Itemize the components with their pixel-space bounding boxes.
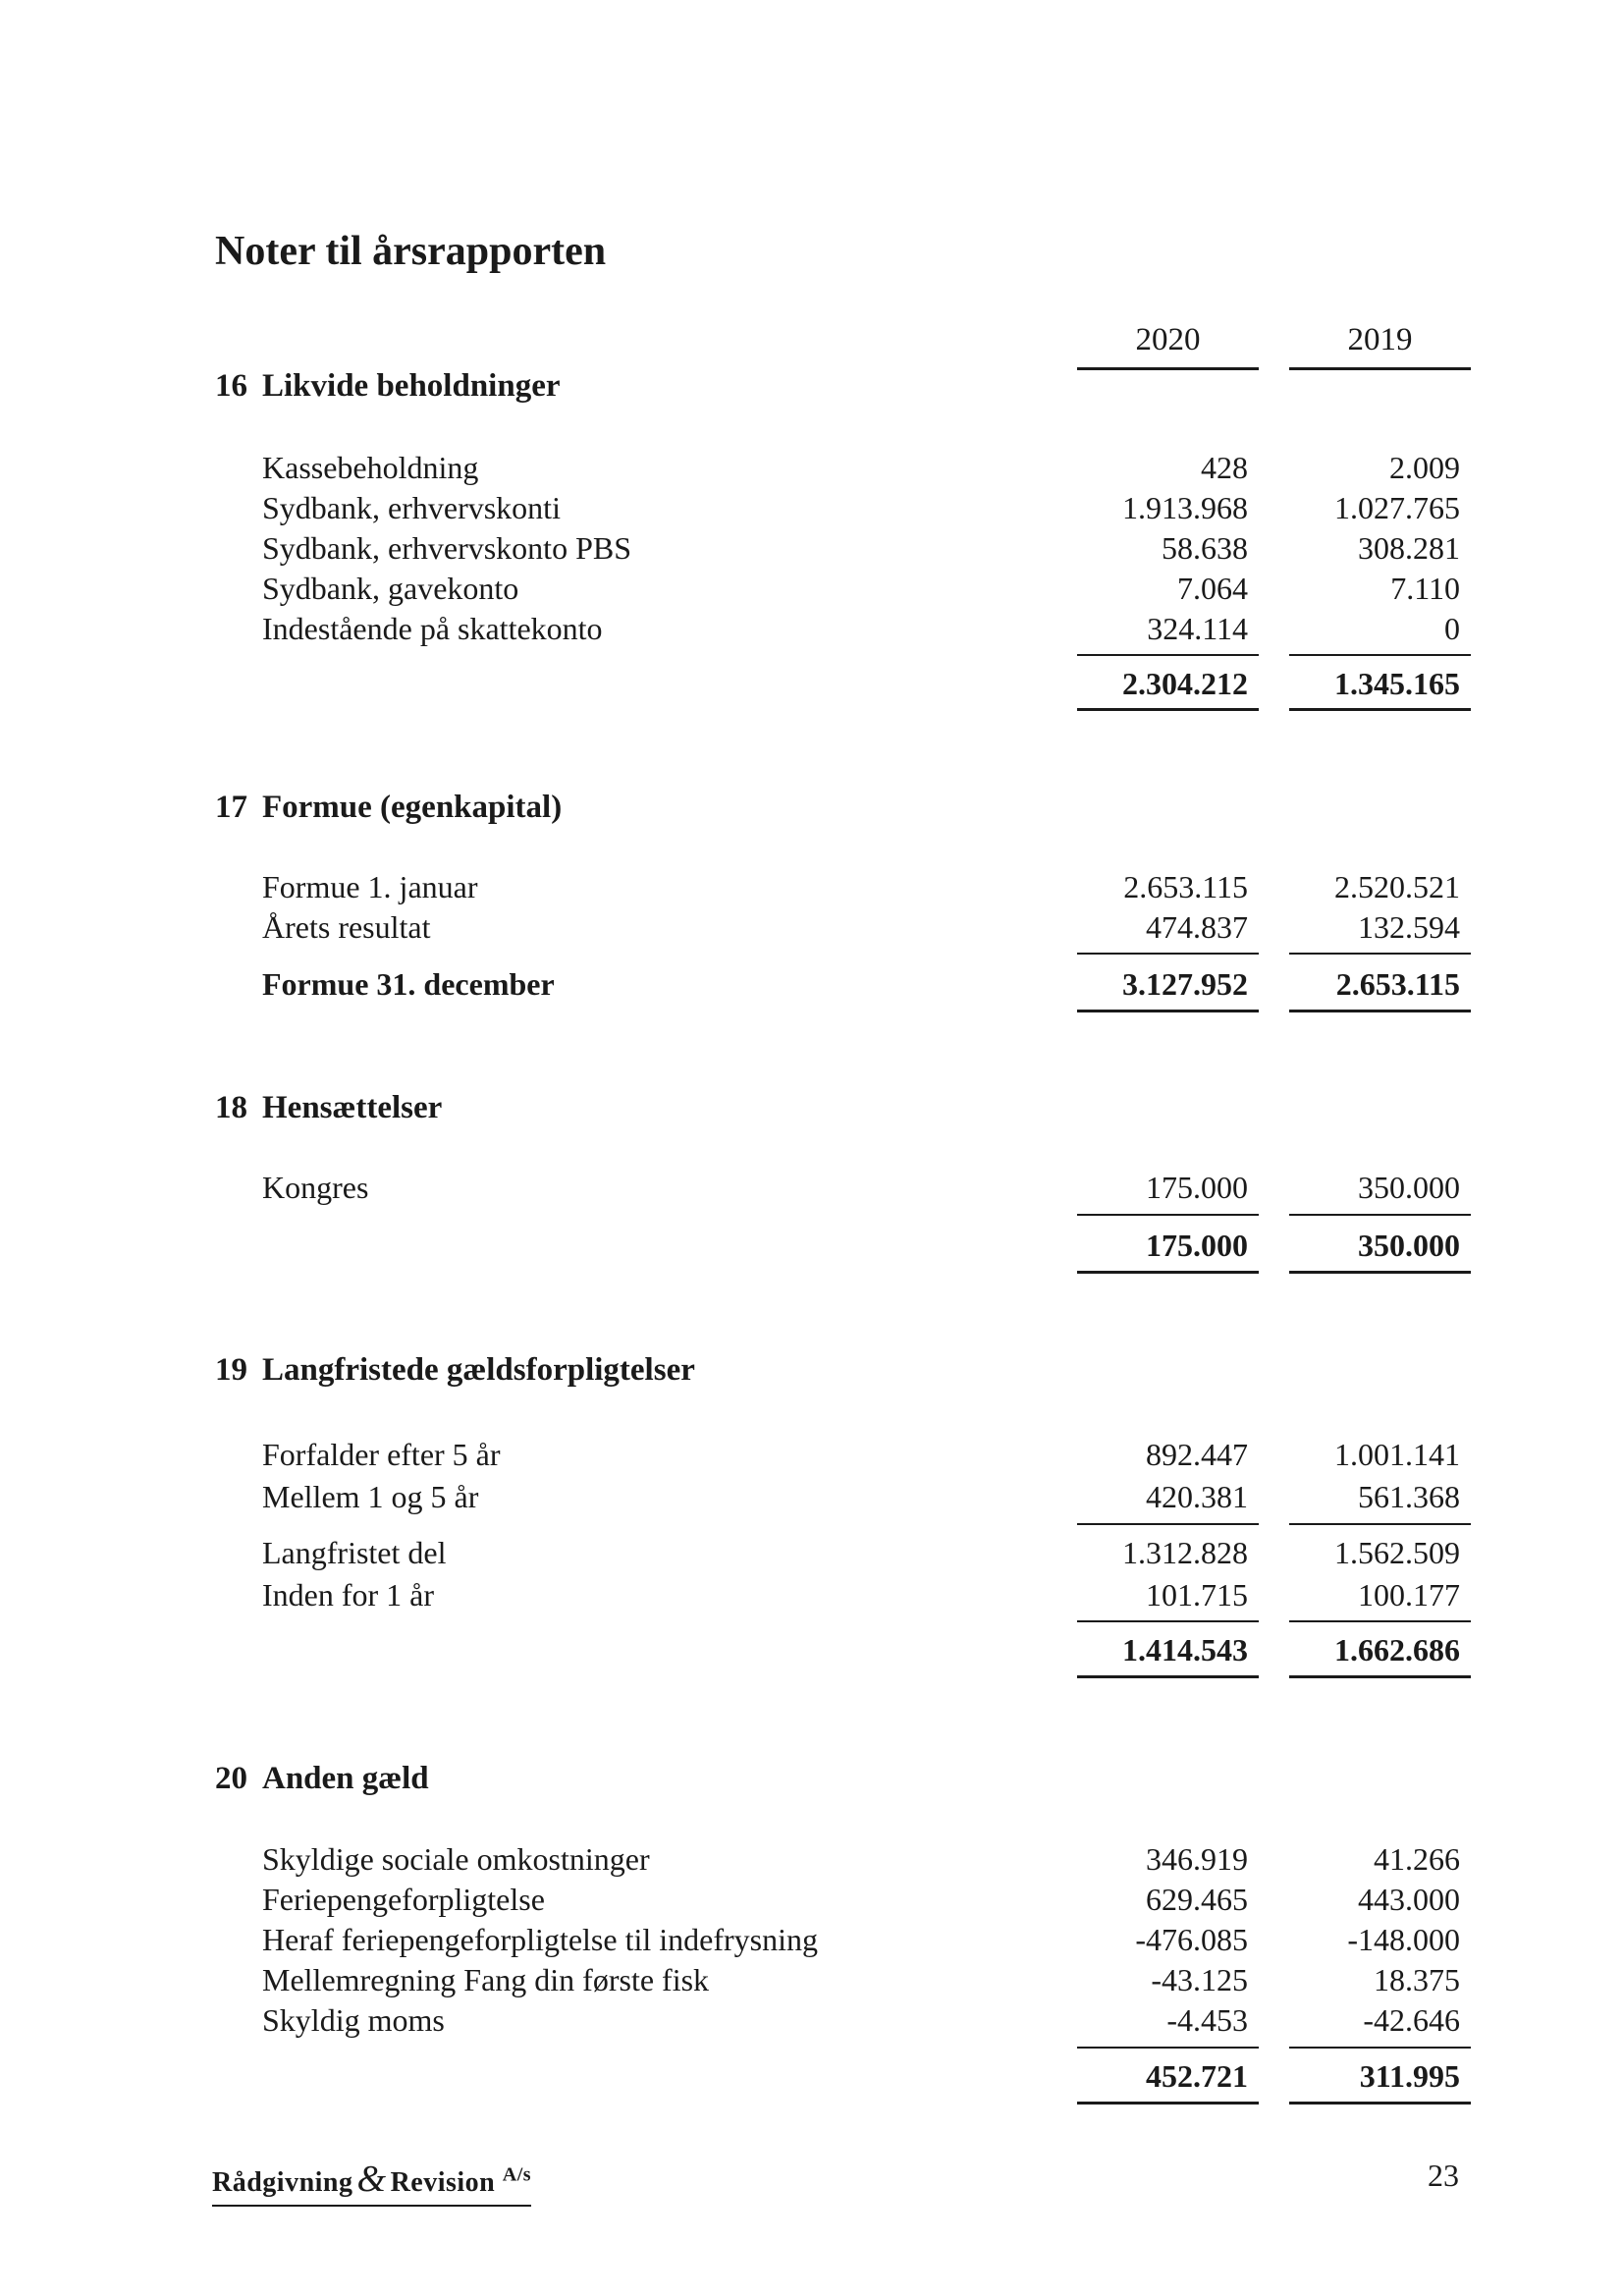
note-number: 16 <box>215 368 247 404</box>
value-2020: 1.312.828 <box>1122 1535 1248 1570</box>
value-2020: 428 <box>1201 450 1248 485</box>
note-number: 18 <box>215 1090 247 1125</box>
total-rule <box>1077 1675 1259 1678</box>
value-2019: -148.000 <box>1347 1922 1460 1957</box>
value-2019: 1.001.141 <box>1334 1437 1460 1472</box>
value-2019: 1.562.509 <box>1334 1535 1460 1570</box>
value-2019: 0 <box>1444 611 1460 646</box>
subtotal-rule <box>1077 2047 1259 2049</box>
total-2020: 175.000 <box>1146 1228 1248 1263</box>
value-2019: 443.000 <box>1358 1882 1460 1917</box>
total-rule <box>1289 2102 1471 2105</box>
value-2019: 41.266 <box>1374 1841 1460 1877</box>
total-2019: 350.000 <box>1358 1228 1460 1263</box>
subtotal-rule <box>1289 1214 1471 1216</box>
note-title: Langfristede gældsforpligtelser <box>262 1352 695 1388</box>
note-number: 19 <box>215 1352 247 1388</box>
row-label: Kassebeholdning <box>262 450 479 485</box>
total-rule <box>1077 1010 1259 1012</box>
page-number: 23 <box>1428 2158 1459 2193</box>
row-label: Kongres <box>262 1170 369 1205</box>
value-2020: 420.381 <box>1146 1479 1248 1514</box>
row-label: Skyldig moms <box>262 2002 445 2038</box>
note-title: Hensættelser <box>262 1090 443 1125</box>
note-heading <box>215 1090 442 1126</box>
total-2019: 1.345.165 <box>1334 666 1460 701</box>
value-2020: 101.715 <box>1146 1577 1248 1613</box>
total-2019: 2.653.115 <box>1335 966 1460 1002</box>
logo-suffix: A/s <box>502 2163 532 2186</box>
logo-text: Rådgivning <box>212 2167 353 2198</box>
total-2020: 3.127.952 <box>1122 966 1248 1002</box>
value-2020: -476.085 <box>1135 1922 1248 1957</box>
row-label: Skyldige sociale omkostninger <box>262 1841 650 1877</box>
subtotal-rule <box>1077 953 1259 955</box>
company-logo <box>212 2158 531 2207</box>
row-label: Mellemregning Fang din første fisk <box>262 1962 710 1997</box>
row-label: Indestående på skattekonto <box>262 611 603 646</box>
value-2019: 18.375 <box>1374 1962 1460 1997</box>
note-heading <box>215 368 561 405</box>
total-rule <box>1077 2102 1259 2105</box>
note-number: 17 <box>215 790 247 825</box>
value-2019: 2.520.521 <box>1334 869 1460 904</box>
row-label: Feriepengeforpligtelse <box>262 1882 545 1917</box>
note-heading <box>215 790 562 826</box>
year-header-2019: 2019 <box>1347 322 1413 357</box>
total-2019: 1.662.686 <box>1334 1632 1460 1667</box>
subtotal-rule <box>1077 1214 1259 1216</box>
total-rule <box>1289 1675 1471 1678</box>
row-label: Sydbank, erhvervskonti <box>262 490 561 525</box>
total-rule <box>1289 1271 1471 1274</box>
value-2019: -42.646 <box>1363 2002 1460 2038</box>
logo-text: Revision <box>390 2167 496 2198</box>
total-rule <box>1289 708 1471 711</box>
value-2019: 132.594 <box>1358 909 1460 945</box>
subtotal-rule <box>1289 654 1471 656</box>
value-2020: 474.837 <box>1146 909 1248 945</box>
value-2020: 892.447 <box>1146 1437 1248 1472</box>
value-2020: 175.000 <box>1146 1170 1248 1205</box>
total-2020: 452.721 <box>1146 2058 1248 2094</box>
row-label: Sydbank, gavekonto <box>262 571 519 606</box>
row-label: Sydbank, erhvervskonto PBS <box>262 530 631 566</box>
value-2020: -43.125 <box>1151 1962 1248 1997</box>
value-2020: 629.465 <box>1146 1882 1248 1917</box>
note-title: Likvide beholdninger <box>262 368 561 404</box>
row-label: Heraf feriepengeforpligtelse til indefrysning <box>262 1922 818 1957</box>
total-2020: 1.414.543 <box>1122 1632 1248 1667</box>
value-2020: 324.114 <box>1147 611 1248 646</box>
value-2020: 2.653.115 <box>1123 869 1248 904</box>
subtotal-rule <box>1289 1523 1471 1525</box>
value-2019: 308.281 <box>1358 530 1460 566</box>
total-rule <box>1077 708 1259 711</box>
page-title: Noter til årsrapporten <box>215 229 607 274</box>
total-label: Formue 31. december <box>262 966 555 1002</box>
logo-ampersand: & <box>356 2159 387 2200</box>
row-label: Årets resultat <box>262 909 431 945</box>
total-2019: 311.995 <box>1359 2058 1460 2094</box>
value-2020: 58.638 <box>1162 530 1248 566</box>
value-2019: 7.110 <box>1390 571 1460 606</box>
year-header-rule <box>1077 367 1259 370</box>
value-2019: 1.027.765 <box>1334 490 1460 525</box>
total-rule <box>1077 1271 1259 1274</box>
value-2019: 561.368 <box>1358 1479 1460 1514</box>
year-header-2020: 2020 <box>1135 322 1201 357</box>
value-2020: 1.913.968 <box>1122 490 1248 525</box>
note-heading <box>215 1352 695 1389</box>
subtotal-rule <box>1077 1620 1259 1622</box>
value-2019: 2.009 <box>1389 450 1460 485</box>
value-2020: 7.064 <box>1177 571 1248 606</box>
note-number: 20 <box>215 1761 247 1796</box>
total-2020: 2.304.212 <box>1122 666 1248 701</box>
row-label: Formue 1. januar <box>262 869 478 904</box>
row-label: Forfalder efter 5 år <box>262 1437 501 1472</box>
subtotal-rule <box>1077 654 1259 656</box>
value-2020: 346.919 <box>1146 1841 1248 1877</box>
subtotal-rule <box>1289 953 1471 955</box>
row-label: Langfristet del <box>262 1535 447 1570</box>
row-label: Inden for 1 år <box>262 1577 435 1613</box>
note-title: Formue (egenkapital) <box>262 790 563 825</box>
subtotal-rule <box>1289 2047 1471 2049</box>
value-2020: -4.453 <box>1166 2002 1248 2038</box>
total-rule <box>1289 1010 1471 1012</box>
note-title: Anden gæld <box>262 1761 429 1796</box>
value-2019: 100.177 <box>1358 1577 1460 1613</box>
note-heading <box>215 1761 429 1797</box>
row-label: Mellem 1 og 5 år <box>262 1479 479 1514</box>
year-header-rule <box>1289 367 1471 370</box>
subtotal-rule <box>1077 1523 1259 1525</box>
value-2019: 350.000 <box>1358 1170 1460 1205</box>
subtotal-rule <box>1289 1620 1471 1622</box>
